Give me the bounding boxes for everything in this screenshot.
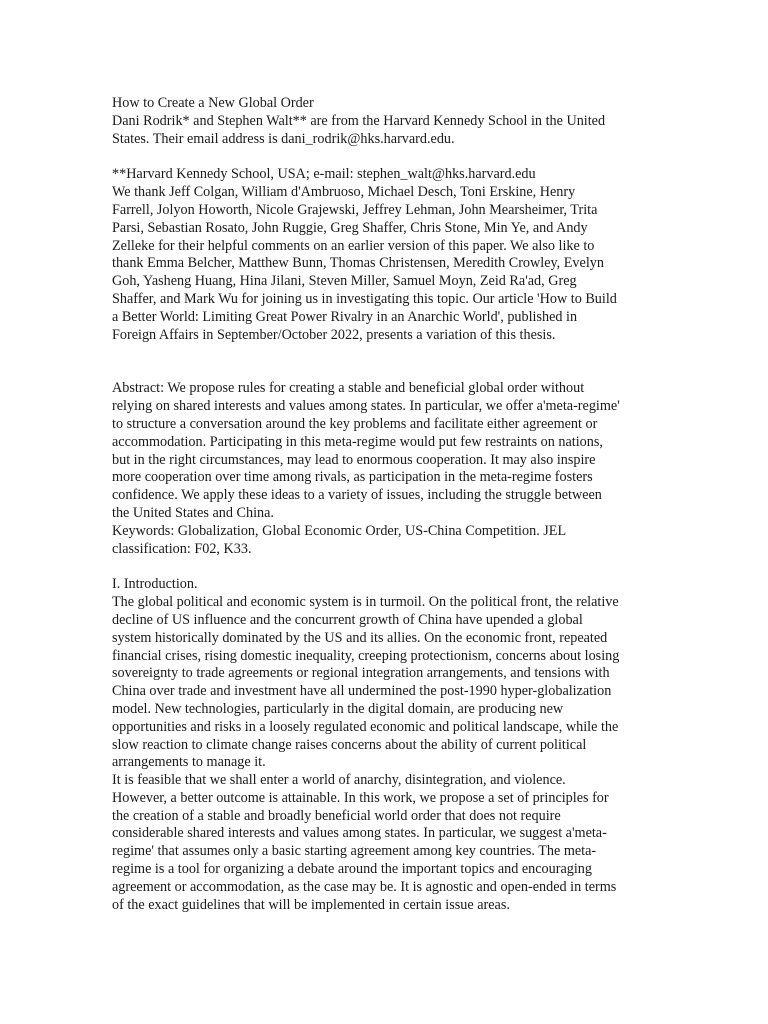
author-line: Dani Rodrik* and Stephen Walt** are from the Harvard Kennedy School in the United — [112, 112, 606, 129]
abstract-line: but in the right circumstances, may lead to enormous cooperation. It may also inspire — [112, 451, 596, 468]
paragraph-line: model. New technologies, particularly in the digital domain, are producing new — [112, 700, 564, 717]
paragraph-line: regime is a tool for organizing a debate around the important topics and encouraging — [112, 861, 592, 878]
paragraph-line: slow reaction to climate change raises concerns about the ability of current political — [112, 736, 587, 753]
acknowledgment-line: Foreign Affairs in September/October 2022, presents a variation of this thesis. — [112, 326, 556, 343]
paragraph-line: sovereignty to trade agreements or regional integration arrangements, and tensions with — [112, 665, 610, 682]
affiliation-note — [112, 166, 654, 184]
paragraph-line: decline of US influence and the concurrent growth of China have upended a global — [112, 611, 583, 628]
paragraph-line: the creation of a stable and broadly beneficial world order that does not require — [112, 807, 561, 824]
acknowledgment-line: Parsi, Sebastian Rosato, John Ruggie, Greg Shaffer, Chris Stone, Min Ye, and Andy — [112, 219, 588, 236]
introduction-paragraph-2 — [112, 772, 654, 914]
acknowledgment-line: Shaffer, and Mark Wu for joining us in investigating this topic. Our article 'How to Build — [112, 290, 617, 307]
paragraph-line: system historically dominated by the US and its allies. On the economic front, repeated — [112, 629, 608, 646]
paragraph-line: It is feasible that we shall enter a world of anarchy, disintegration, and violence. — [112, 772, 566, 789]
author-line: States. Their email address is dani_rodrik@hks.harvard.edu. — [112, 130, 455, 147]
paragraph-line: China over trade and investment have all undermined the post-1990 hyper-globalization — [112, 683, 612, 700]
acknowledgment-line: Farrell, Jolyon Howorth, Nicole Grajewski, Jeffrey Lehman, John Mearsheimer, Trita — [112, 201, 598, 218]
paragraph-line: However, a better outcome is attainable. In this work, we propose a set of principles for — [112, 789, 609, 806]
paper-header — [112, 95, 654, 148]
acknowledgment-line: Goh, Yasheng Huang, Hina Jilani, Steven Miller, Samuel Moyn, Zeid Ra'ad, Greg — [112, 273, 577, 290]
abstract-line: to structure a conversation around the key problems and facilitate either agreement or — [112, 415, 598, 432]
paragraph-line: agreement or accommodation, as the case may be. It is agnostic and open-ended in terms — [112, 878, 617, 895]
paper-title: How to Create a New Global Order — [112, 95, 314, 111]
abstract-line: the United States and China. — [112, 504, 274, 521]
acknowledgments — [112, 184, 654, 344]
acknowledgment-line: a Better World: Limiting Great Power Rivalry in an Anarchic World', published in — [112, 308, 578, 325]
section-heading: I. Introduction. — [112, 576, 198, 593]
abstract-line: Abstract: We propose rules for creating a stable and beneficial global order without — [112, 380, 585, 397]
keywords-line: Keywords: Globalization, Global Economic Order, US-China Competition. JEL — [112, 522, 567, 539]
abstract-line: relying on shared interests and values among states. In particular, we offer a'meta-regime' — [112, 398, 620, 415]
paragraph-line: regime' that assumes only a basic starting agreement among key countries. The meta- — [112, 843, 597, 860]
abstract-line: more cooperation over time among rivals, as participation in the meta-regime fosters — [112, 469, 593, 486]
acknowledgment-line: We thank Jeff Colgan, William d'Ambruoso, Michael Desch, Toni Erskine, Henry — [112, 184, 576, 201]
keywords-line: classification: F02, K33. — [112, 540, 252, 557]
paragraph-line: arrangements to manage it. — [112, 754, 266, 771]
introduction-paragraph-1 — [112, 594, 654, 772]
acknowledgment-line: thank Emma Belcher, Matthew Bunn, Thomas Christensen, Meredith Crowley, Evelyn — [112, 255, 604, 272]
document-page — [112, 95, 654, 914]
abstract — [112, 380, 654, 522]
paragraph-line: of the exact guidelines that will be implemented in certain issue areas. — [112, 896, 510, 913]
introduction-section — [112, 576, 654, 914]
acknowledgment-line: Zelleke for their helpful comments on an earlier version of this paper. We also like to — [112, 237, 595, 254]
paragraph-line: opportunities and risks in a loosely regulated economic and political landscape, while the — [112, 718, 619, 735]
paragraph-line: The global political and economic system is in turmoil. On the political front, the relative — [112, 594, 619, 611]
paragraph-line: considerable shared interests and values among states. In particular, we suggest a'meta- — [112, 825, 607, 842]
abstract-line: confidence. We apply these ideas to a variety of issues, including the struggle between — [112, 487, 602, 504]
paragraph-line: financial crises, rising domestic inequality, creeping protectionism, concerns about losing — [112, 647, 620, 664]
affiliation-line: **Harvard Kennedy School, USA; e-mail: stephen_walt@hks.harvard.edu — [112, 166, 536, 183]
keywords — [112, 523, 654, 559]
abstract-line: accommodation. Participating in this meta-regime would put few restraints on nations, — [112, 433, 603, 450]
